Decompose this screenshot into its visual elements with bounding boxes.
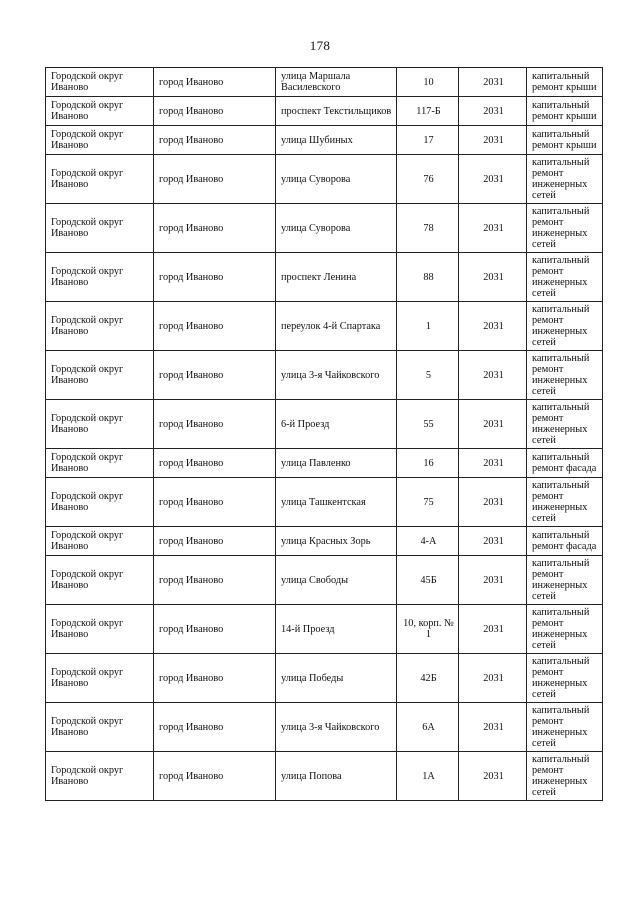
city-cell: город Иваново xyxy=(154,449,276,478)
table-row xyxy=(46,703,603,752)
work-type-cell: капитальный ремонт инженерных сетей xyxy=(527,302,603,351)
year-cell: 2031 xyxy=(459,351,527,400)
street-cell: улица Суворова xyxy=(276,204,397,253)
district-cell: Городской округ Иваново xyxy=(46,752,154,801)
house-number-cell: 78 xyxy=(397,204,459,253)
year-cell: 2031 xyxy=(459,449,527,478)
city-cell: город Иваново xyxy=(154,605,276,654)
street-cell: улица Павленко xyxy=(276,449,397,478)
work-type-cell: капитальный ремонт инженерных сетей xyxy=(527,703,603,752)
year-cell: 2031 xyxy=(459,68,527,97)
repair-schedule-table xyxy=(45,67,603,801)
street-cell: улица Шубиных xyxy=(276,126,397,155)
house-number-cell: 76 xyxy=(397,155,459,204)
street-cell: переулок 4-й Спартака xyxy=(276,302,397,351)
work-type-cell: капитальный ремонт инженерных сетей xyxy=(527,605,603,654)
street-cell: улица 3-я Чайковского xyxy=(276,703,397,752)
year-cell: 2031 xyxy=(459,703,527,752)
table-row xyxy=(46,478,603,527)
work-type-cell: капитальный ремонт фасада xyxy=(527,449,603,478)
district-cell: Городской округ Иваново xyxy=(46,556,154,605)
work-type-cell: капитальный ремонт крыши xyxy=(527,97,603,126)
table-row xyxy=(46,68,603,97)
city-cell: город Иваново xyxy=(154,204,276,253)
street-cell: 6-й Проезд xyxy=(276,400,397,449)
table-row xyxy=(46,155,603,204)
table-row xyxy=(46,556,603,605)
year-cell: 2031 xyxy=(459,556,527,605)
table-row xyxy=(46,449,603,478)
year-cell: 2031 xyxy=(459,97,527,126)
house-number-cell: 1 xyxy=(397,302,459,351)
table-row xyxy=(46,527,603,556)
street-cell: улица Маршала Василевского xyxy=(276,68,397,97)
work-type-cell: капитальный ремонт инженерных сетей xyxy=(527,478,603,527)
house-number-cell: 42Б xyxy=(397,654,459,703)
year-cell: 2031 xyxy=(459,126,527,155)
house-number-cell: 55 xyxy=(397,400,459,449)
table-body xyxy=(46,68,603,801)
work-type-cell: капитальный ремонт инженерных сетей xyxy=(527,400,603,449)
city-cell: город Иваново xyxy=(154,703,276,752)
work-type-cell: капитальный ремонт инженерных сетей xyxy=(527,155,603,204)
table-row xyxy=(46,253,603,302)
work-type-cell: капитальный ремонт инженерных сетей xyxy=(527,752,603,801)
city-cell: город Иваново xyxy=(154,97,276,126)
city-cell: город Иваново xyxy=(154,126,276,155)
house-number-cell: 1А xyxy=(397,752,459,801)
street-cell: улица Ташкентская xyxy=(276,478,397,527)
year-cell: 2031 xyxy=(459,478,527,527)
city-cell: город Иваново xyxy=(154,68,276,97)
city-cell: город Иваново xyxy=(154,155,276,204)
year-cell: 2031 xyxy=(459,204,527,253)
house-number-cell: 16 xyxy=(397,449,459,478)
table-row xyxy=(46,302,603,351)
year-cell: 2031 xyxy=(459,155,527,204)
table-row xyxy=(46,752,603,801)
city-cell: город Иваново xyxy=(154,556,276,605)
house-number-cell: 5 xyxy=(397,351,459,400)
street-cell: проспект Текстильщиков xyxy=(276,97,397,126)
house-number-cell: 4-А xyxy=(397,527,459,556)
work-type-cell: капитальный ремонт инженерных сетей xyxy=(527,253,603,302)
district-cell: Городской округ Иваново xyxy=(46,400,154,449)
district-cell: Городской округ Иваново xyxy=(46,527,154,556)
work-type-cell: капитальный ремонт инженерных сетей xyxy=(527,204,603,253)
city-cell: город Иваново xyxy=(154,752,276,801)
house-number-cell: 10 xyxy=(397,68,459,97)
house-number-cell: 17 xyxy=(397,126,459,155)
street-cell: улица 3-я Чайковского xyxy=(276,351,397,400)
house-number-cell: 117-Б xyxy=(397,97,459,126)
house-number-cell: 6А xyxy=(397,703,459,752)
work-type-cell: капитальный ремонт крыши xyxy=(527,68,603,97)
city-cell: город Иваново xyxy=(154,400,276,449)
table-row xyxy=(46,97,603,126)
district-cell: Городской округ Иваново xyxy=(46,302,154,351)
street-cell: улица Красных Зорь xyxy=(276,527,397,556)
city-cell: город Иваново xyxy=(154,351,276,400)
district-cell: Городской округ Иваново xyxy=(46,126,154,155)
year-cell: 2031 xyxy=(459,752,527,801)
street-cell: улица Свободы xyxy=(276,556,397,605)
year-cell: 2031 xyxy=(459,605,527,654)
work-type-cell: капитальный ремонт фасада xyxy=(527,527,603,556)
table-row xyxy=(46,204,603,253)
house-number-cell: 45Б xyxy=(397,556,459,605)
district-cell: Городской округ Иваново xyxy=(46,703,154,752)
work-type-cell: капитальный ремонт крыши xyxy=(527,126,603,155)
city-cell: город Иваново xyxy=(154,527,276,556)
table-row xyxy=(46,654,603,703)
district-cell: Городской округ Иваново xyxy=(46,155,154,204)
city-cell: город Иваново xyxy=(154,654,276,703)
city-cell: город Иваново xyxy=(154,302,276,351)
year-cell: 2031 xyxy=(459,527,527,556)
street-cell: улица Суворова xyxy=(276,155,397,204)
district-cell: Городской округ Иваново xyxy=(46,605,154,654)
table-row xyxy=(46,400,603,449)
year-cell: 2031 xyxy=(459,253,527,302)
house-number-cell: 10, корп. № 1 xyxy=(397,605,459,654)
street-cell: улица Попова xyxy=(276,752,397,801)
work-type-cell: капитальный ремонт инженерных сетей xyxy=(527,556,603,605)
page-number: 178 xyxy=(309,38,331,53)
work-type-cell: капитальный ремонт инженерных сетей xyxy=(527,654,603,703)
district-cell: Городской округ Иваново xyxy=(46,478,154,527)
year-cell: 2031 xyxy=(459,654,527,703)
work-type-cell: капитальный ремонт инженерных сетей xyxy=(527,351,603,400)
year-cell: 2031 xyxy=(459,400,527,449)
table-row xyxy=(46,126,603,155)
year-cell: 2031 xyxy=(459,302,527,351)
street-cell: улица Победы xyxy=(276,654,397,703)
district-cell: Городской округ Иваново xyxy=(46,204,154,253)
district-cell: Городской округ Иваново xyxy=(46,654,154,703)
table-row xyxy=(46,605,603,654)
street-cell: 14-й Проезд xyxy=(276,605,397,654)
district-cell: Городской округ Иваново xyxy=(46,68,154,97)
table-row xyxy=(46,351,603,400)
house-number-cell: 88 xyxy=(397,253,459,302)
house-number-cell: 75 xyxy=(397,478,459,527)
city-cell: город Иваново xyxy=(154,478,276,527)
street-cell: проспект Ленина xyxy=(276,253,397,302)
district-cell: Городской округ Иваново xyxy=(46,97,154,126)
city-cell: город Иваново xyxy=(154,253,276,302)
district-cell: Городской округ Иваново xyxy=(46,351,154,400)
district-cell: Городской округ Иваново xyxy=(46,253,154,302)
district-cell: Городской округ Иваново xyxy=(46,449,154,478)
